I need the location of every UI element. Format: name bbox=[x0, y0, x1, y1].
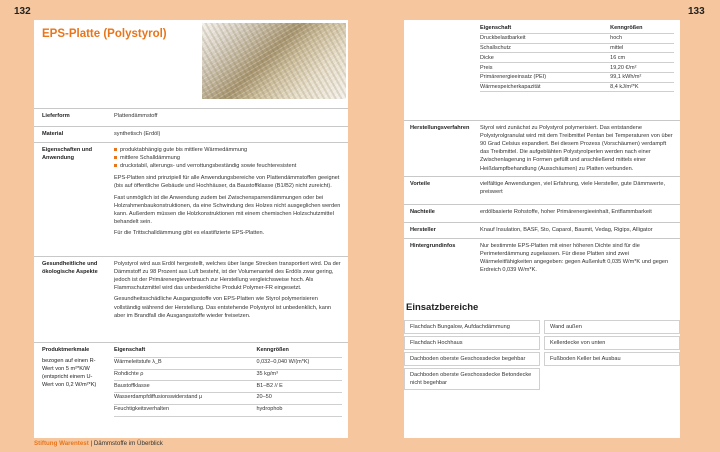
paragraph: Für die Trittschalldämmung gibt es elastifizierte EPS-Platten. bbox=[114, 229, 265, 236]
col-value-header: Kenngrößen bbox=[257, 346, 343, 357]
row-nachteile bbox=[404, 204, 680, 221]
row-gesundheit bbox=[34, 256, 348, 343]
eps-board-photo bbox=[202, 23, 346, 99]
cell-property: Rohdichte ρ bbox=[114, 369, 257, 381]
paragraph: Gesundheitsschädliche Ausgangsstoffe von EPS-Platten wie Styrol polymerisieren vollständig während der Herstellung. Das entstehende Polystyrol ist unbedenklich, kann aber im Brandfall die Ausgangsstoffe wieder freisetzen. bbox=[114, 296, 332, 319]
label-hintergrund: Hintergrundinfos bbox=[410, 243, 456, 249]
cell-value: 8,4 kJ/m²*K bbox=[610, 82, 674, 92]
cell-value: hoch bbox=[610, 33, 674, 43]
cell-property: Wärmeleitstufe λ_B bbox=[114, 357, 257, 369]
value-herstellung: Styrol wird zunächst zu Polystyrol polymerisiert. Das entstandene Polystyrolgranulat wird mit dem Treibmittel Pentan bei Temperaturen von über 90 Grad Celsius expandiert. Bei diesem Prozess (Vorschäumen) verdampft das Treibmittel. Die aufgeblähten Polystyrolperlen werden nach einer Zwischenlagerung in Formen gefüllt und anschließend mittels einer Heißdampfbehandlung (Ausschäumen) zu Platten verbunden. bbox=[480, 125, 673, 172]
right-props-wrap bbox=[480, 24, 674, 92]
table-row bbox=[480, 82, 674, 92]
usage-tile: Dachboden oberste Geschossdecke begehbar bbox=[404, 352, 540, 366]
label-hersteller: Hersteller bbox=[410, 227, 436, 233]
cell-value: B1–B2 // E bbox=[257, 381, 343, 393]
cell-property: Baustoffklasse bbox=[114, 381, 257, 393]
paragraph: EPS-Platten sind prinzipiell für alle Anwendungsbereiche von Plattendämmstoffen geeignet (bis auf öffentliche Gebäude und Hochhäuser, da Baustoffklasse (B1/B2) nicht zureicht). bbox=[114, 175, 340, 190]
produktmerkmale-note: bezogen auf einen R-Wert von 5 m²*K/W (entspricht einem U-Wert von 0,2 W/m²*K) bbox=[42, 358, 97, 389]
cell-value: 35 kg/m³ bbox=[257, 369, 343, 381]
list-item: druckstabil, alterungs- und verrottungsbeständig sowie feuchteresistent bbox=[114, 162, 342, 170]
cell-property: Primärenergieeinsatz (PEI) bbox=[480, 72, 610, 82]
cell-value: 99,1 kWh/m² bbox=[610, 72, 674, 82]
table-row bbox=[480, 53, 674, 63]
value-material: synthetisch (Erdöl) bbox=[114, 131, 161, 137]
table-row bbox=[114, 381, 342, 393]
cell-property: Wasserdampfdiffusionswiderstand μ bbox=[114, 393, 257, 405]
label-herstellung: Herstellungsverfahren bbox=[410, 125, 470, 131]
cell-value: hydrophob bbox=[257, 404, 343, 416]
row-produktmerkmale bbox=[34, 342, 348, 439]
list-item: mittlere Schalldämmung bbox=[114, 154, 342, 162]
cell-property: Wärmespeicherkapazität bbox=[480, 82, 610, 92]
page-number-left: 132 bbox=[14, 6, 31, 17]
cell-property: Druckbelastbarkeit bbox=[480, 33, 610, 43]
row-hintergrund bbox=[404, 238, 680, 283]
table-row bbox=[114, 357, 342, 369]
row-lieferform bbox=[34, 108, 348, 127]
produktmerkmale-table bbox=[114, 346, 342, 417]
row-material bbox=[34, 126, 348, 143]
cell-property: Preis bbox=[480, 63, 610, 73]
row-hersteller bbox=[404, 222, 680, 239]
usage-tile: Flachdach Bungalow, Aufdachdämmung bbox=[404, 320, 540, 334]
paragraph: Polystyrol wird aus Erdöl hergestellt, welches über lange Strecken transportiert wird. Da der Dämmstoff zu 98 Prozent aus Luft besteht, ist der Volumenanteil des Erdöls zwar gering, jedoch ist der Primärenergieverbrauch zur Herstellung vergleichsweise hoch. Als Flammschutzmittel wird das unbedenkliche Produkt Polymer-FR eingesetzt. bbox=[114, 261, 341, 292]
cell-value: 0,032–0,040 W/(m*K) bbox=[257, 357, 343, 369]
usage-tile: Dachboden oberste Geschossdecke Betondecke nicht begehbar bbox=[404, 368, 540, 390]
label-material: Material bbox=[42, 131, 64, 137]
row-herstellung bbox=[404, 120, 680, 175]
table-row bbox=[480, 63, 674, 73]
label-lieferform: Lieferform bbox=[42, 113, 70, 119]
usage-tile: Flachdach Hochhaus bbox=[404, 336, 540, 350]
col-property-header: Eigenschaft bbox=[114, 346, 257, 357]
table-header bbox=[114, 346, 342, 357]
value-lieferform: Plattendämmstoff bbox=[114, 113, 158, 119]
feature-list bbox=[114, 146, 342, 170]
table-row bbox=[114, 393, 342, 405]
label-gesundheit: Gesundheitliche und ökologische Aspekte bbox=[42, 261, 98, 276]
col-value-header: Kenngrößen bbox=[610, 24, 674, 33]
value-vorteile: vielfältige Anwendungen, viel Erfahrung, viele Hersteller, gute Dämmwerte, preiswert bbox=[480, 181, 666, 196]
table-row bbox=[114, 404, 342, 416]
cell-value: 19,20 €/m² bbox=[610, 63, 674, 73]
cell-property: Feuchtigkeitsverhalten bbox=[114, 404, 257, 416]
value-gesundheit bbox=[114, 260, 342, 323]
value-hintergrund: Nur bestimmte EPS-Platten mit einer höheren Dichte sind für die Perimeterdämmung zugelassen. Für diese Platten sind zwei Wärmeleitfähigkeiten angegeben: gegen Außenluft 0,035 W/m*K und gegen Erdreich 0,039 W/m*K. bbox=[480, 243, 669, 274]
cell-value: 20–50 bbox=[257, 393, 343, 405]
footer bbox=[34, 440, 163, 447]
section-heading-einsatzbereiche: Einsatzbereiche bbox=[406, 302, 479, 313]
cell-value: mittel bbox=[610, 43, 674, 53]
usage-tile: Wand außen bbox=[544, 320, 680, 334]
label-nachteile: Nachteile bbox=[410, 209, 435, 215]
label-produktmerkmale: Produktmerkmale bbox=[42, 347, 90, 353]
label-eigenschaften: Eigenschaften und Anwendung bbox=[42, 147, 93, 162]
label-vorteile: Vorteile bbox=[410, 181, 431, 187]
page-title: EPS-Platte (Polystyrol) bbox=[42, 28, 167, 40]
footer-text: | Dämmstoffe im Überblick bbox=[90, 440, 163, 447]
footer-brand: Stiftung Warentest bbox=[34, 440, 89, 447]
left-page bbox=[34, 20, 348, 438]
list-item: produktabhängig gute bis mittlere Wärmedämmung bbox=[114, 146, 342, 154]
value-hersteller: Knauf Insulation, BASF, Sto, Caparol, Baumit, Vedag, Rigips, Alligator bbox=[480, 227, 653, 233]
table-row bbox=[480, 72, 674, 82]
value-eigenschaften bbox=[114, 146, 342, 240]
usage-tile: Kellerdecke von unten bbox=[544, 336, 680, 350]
paragraph: Fast unmöglich ist die Anwendung zudem bei Zwischensparrendämmungen oder bei Holzrahmenbaukonstruktionen, da eine Schwindung des Holzes nicht ausgeglichen werden kann. Außerdem müssen die Holzkonstruktionen mit einem chemischen Holzschutzmittel behandelt sein. bbox=[114, 194, 341, 225]
page-number-right: 133 bbox=[688, 6, 705, 17]
produktmerkmale-table-wrap bbox=[114, 346, 342, 417]
cell-property: Schallschutz bbox=[480, 43, 610, 53]
row-vorteile bbox=[404, 176, 680, 203]
value-nachteile: erdölbasierte Rohstoffe, hoher Primärenergieeinhalt, Entflammbarkeit bbox=[480, 209, 652, 215]
table-row bbox=[114, 369, 342, 381]
table-row bbox=[480, 33, 674, 43]
col-property-header: Eigenschaft bbox=[480, 24, 610, 33]
table-header bbox=[480, 24, 674, 33]
usage-tile: Fußboden Keller bei Ausbau bbox=[544, 352, 680, 366]
cell-value: 16 cm bbox=[610, 53, 674, 63]
right-props-table bbox=[480, 24, 674, 92]
cell-property: Dicke bbox=[480, 53, 610, 63]
table-row bbox=[480, 43, 674, 53]
